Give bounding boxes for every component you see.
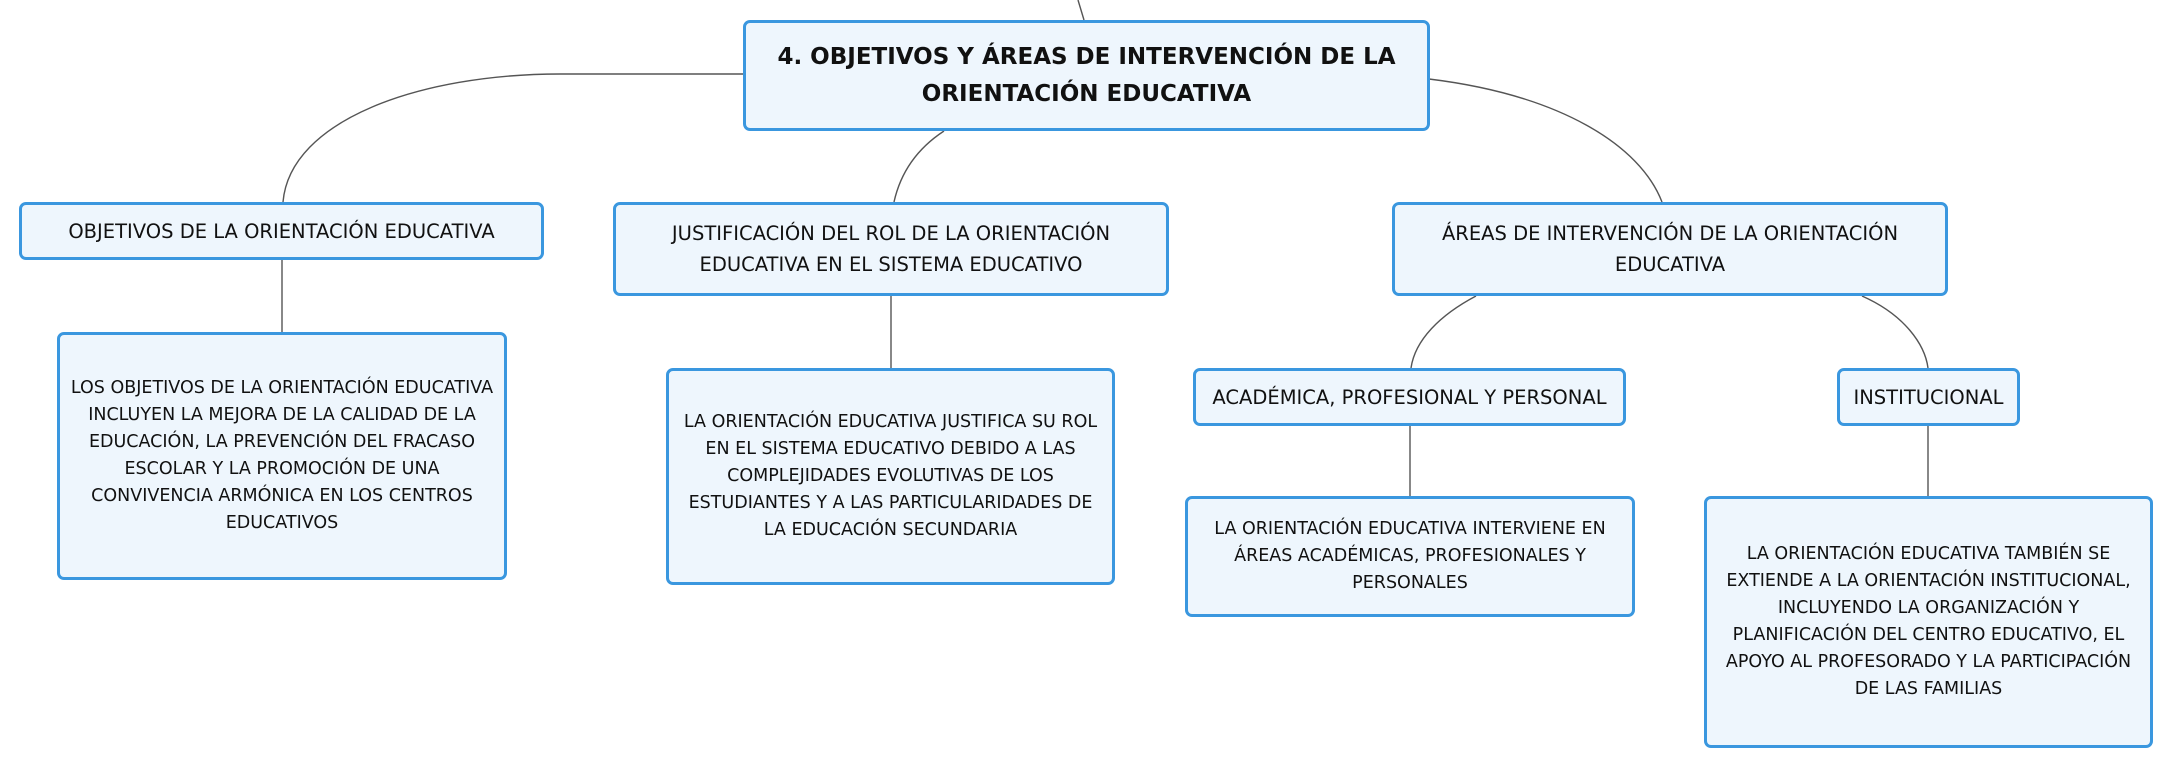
institucional-detail-node[interactable]	[1704, 496, 2153, 748]
institucional-topic-title: INSTITUCIONAL	[1853, 385, 2004, 409]
areas-topic-node[interactable]	[1392, 202, 1948, 296]
root-topic-node[interactable]	[743, 20, 1430, 131]
academica-detail-text: LA ORIENTACIÓN EDUCATIVA INTERVIENE EN ÁREAS ACADÉMICAS, PROFESIONALES Y PERSONALES	[1214, 519, 1606, 593]
objetivos-detail-node[interactable]	[57, 332, 507, 580]
connector-root-to-objetivos	[283, 74, 743, 202]
connector-areas-to-academica	[1411, 296, 1476, 368]
connector-parent-to-root	[1078, 0, 1084, 20]
areas-topic-title: ÁREAS DE INTERVENCIÓN DE LA ORIENTACIÓN EDUCATIVA	[1441, 222, 1899, 276]
justificacion-topic-title: JUSTIFICACIÓN DEL ROL DE LA ORIENTACIÓN EDUCATIVA EN EL SISTEMA EDUCATIVO	[671, 222, 1111, 276]
institucional-topic-node[interactable]	[1837, 368, 2020, 426]
connector-root-to-areas	[1429, 79, 1662, 202]
objetivos-topic-title: OBJETIVOS DE LA ORIENTACIÓN EDUCATIVA	[68, 219, 495, 243]
institucional-detail-text: LA ORIENTACIÓN EDUCATIVA TAMBIÉN SE EXTIENDE A LA ORIENTACIÓN INSTITUCIONAL, INCLUYENDO LA ORGANIZACIÓN Y PLANIFICACIÓN DEL CENTRO EDUCATIVO, EL APOYO AL PROFESORADO Y LA PARTICIPACIÓN DE LAS FAMILIAS	[1725, 544, 2132, 699]
academica-topic-title: ACADÉMICA, PROFESIONAL Y PERSONAL	[1212, 385, 1607, 409]
justificacion-topic-node[interactable]	[613, 202, 1169, 296]
root-topic-title: 4. OBJETIVOS Y ÁREAS DE INTERVENCIÓN DE LA ORIENTACIÓN EDUCATIVA	[777, 43, 1396, 107]
academica-topic-node[interactable]	[1193, 368, 1626, 426]
academica-detail-node[interactable]	[1185, 496, 1635, 617]
justificacion-detail-node[interactable]	[666, 368, 1115, 585]
objetivos-topic-node[interactable]	[19, 202, 544, 260]
justificacion-detail-text: LA ORIENTACIÓN EDUCATIVA JUSTIFICA SU ROL EN EL SISTEMA EDUCATIVO DEBIDO A LAS COMPLEJIDADES EVOLUTIVAS DE LOS ESTUDIANTES Y A LAS PARTICULARIDADES DE LA EDUCACIÓN SECUNDARIA	[683, 412, 1098, 540]
objetivos-detail-text: LOS OBJETIVOS DE LA ORIENTACIÓN EDUCATIVA INCLUYEN LA MEJORA DE LA CALIDAD DE LA EDUCACIÓN, LA PREVENCIÓN DEL FRACASO ESCOLAR Y LA PROMOCIÓN DE UNA CONVIVENCIA ARMÓNICA EN LOS CENTROS EDUCATIVOS	[70, 378, 494, 533]
connector-areas-to-institucional	[1862, 296, 1928, 368]
connector-root-to-justificacion	[894, 131, 944, 202]
